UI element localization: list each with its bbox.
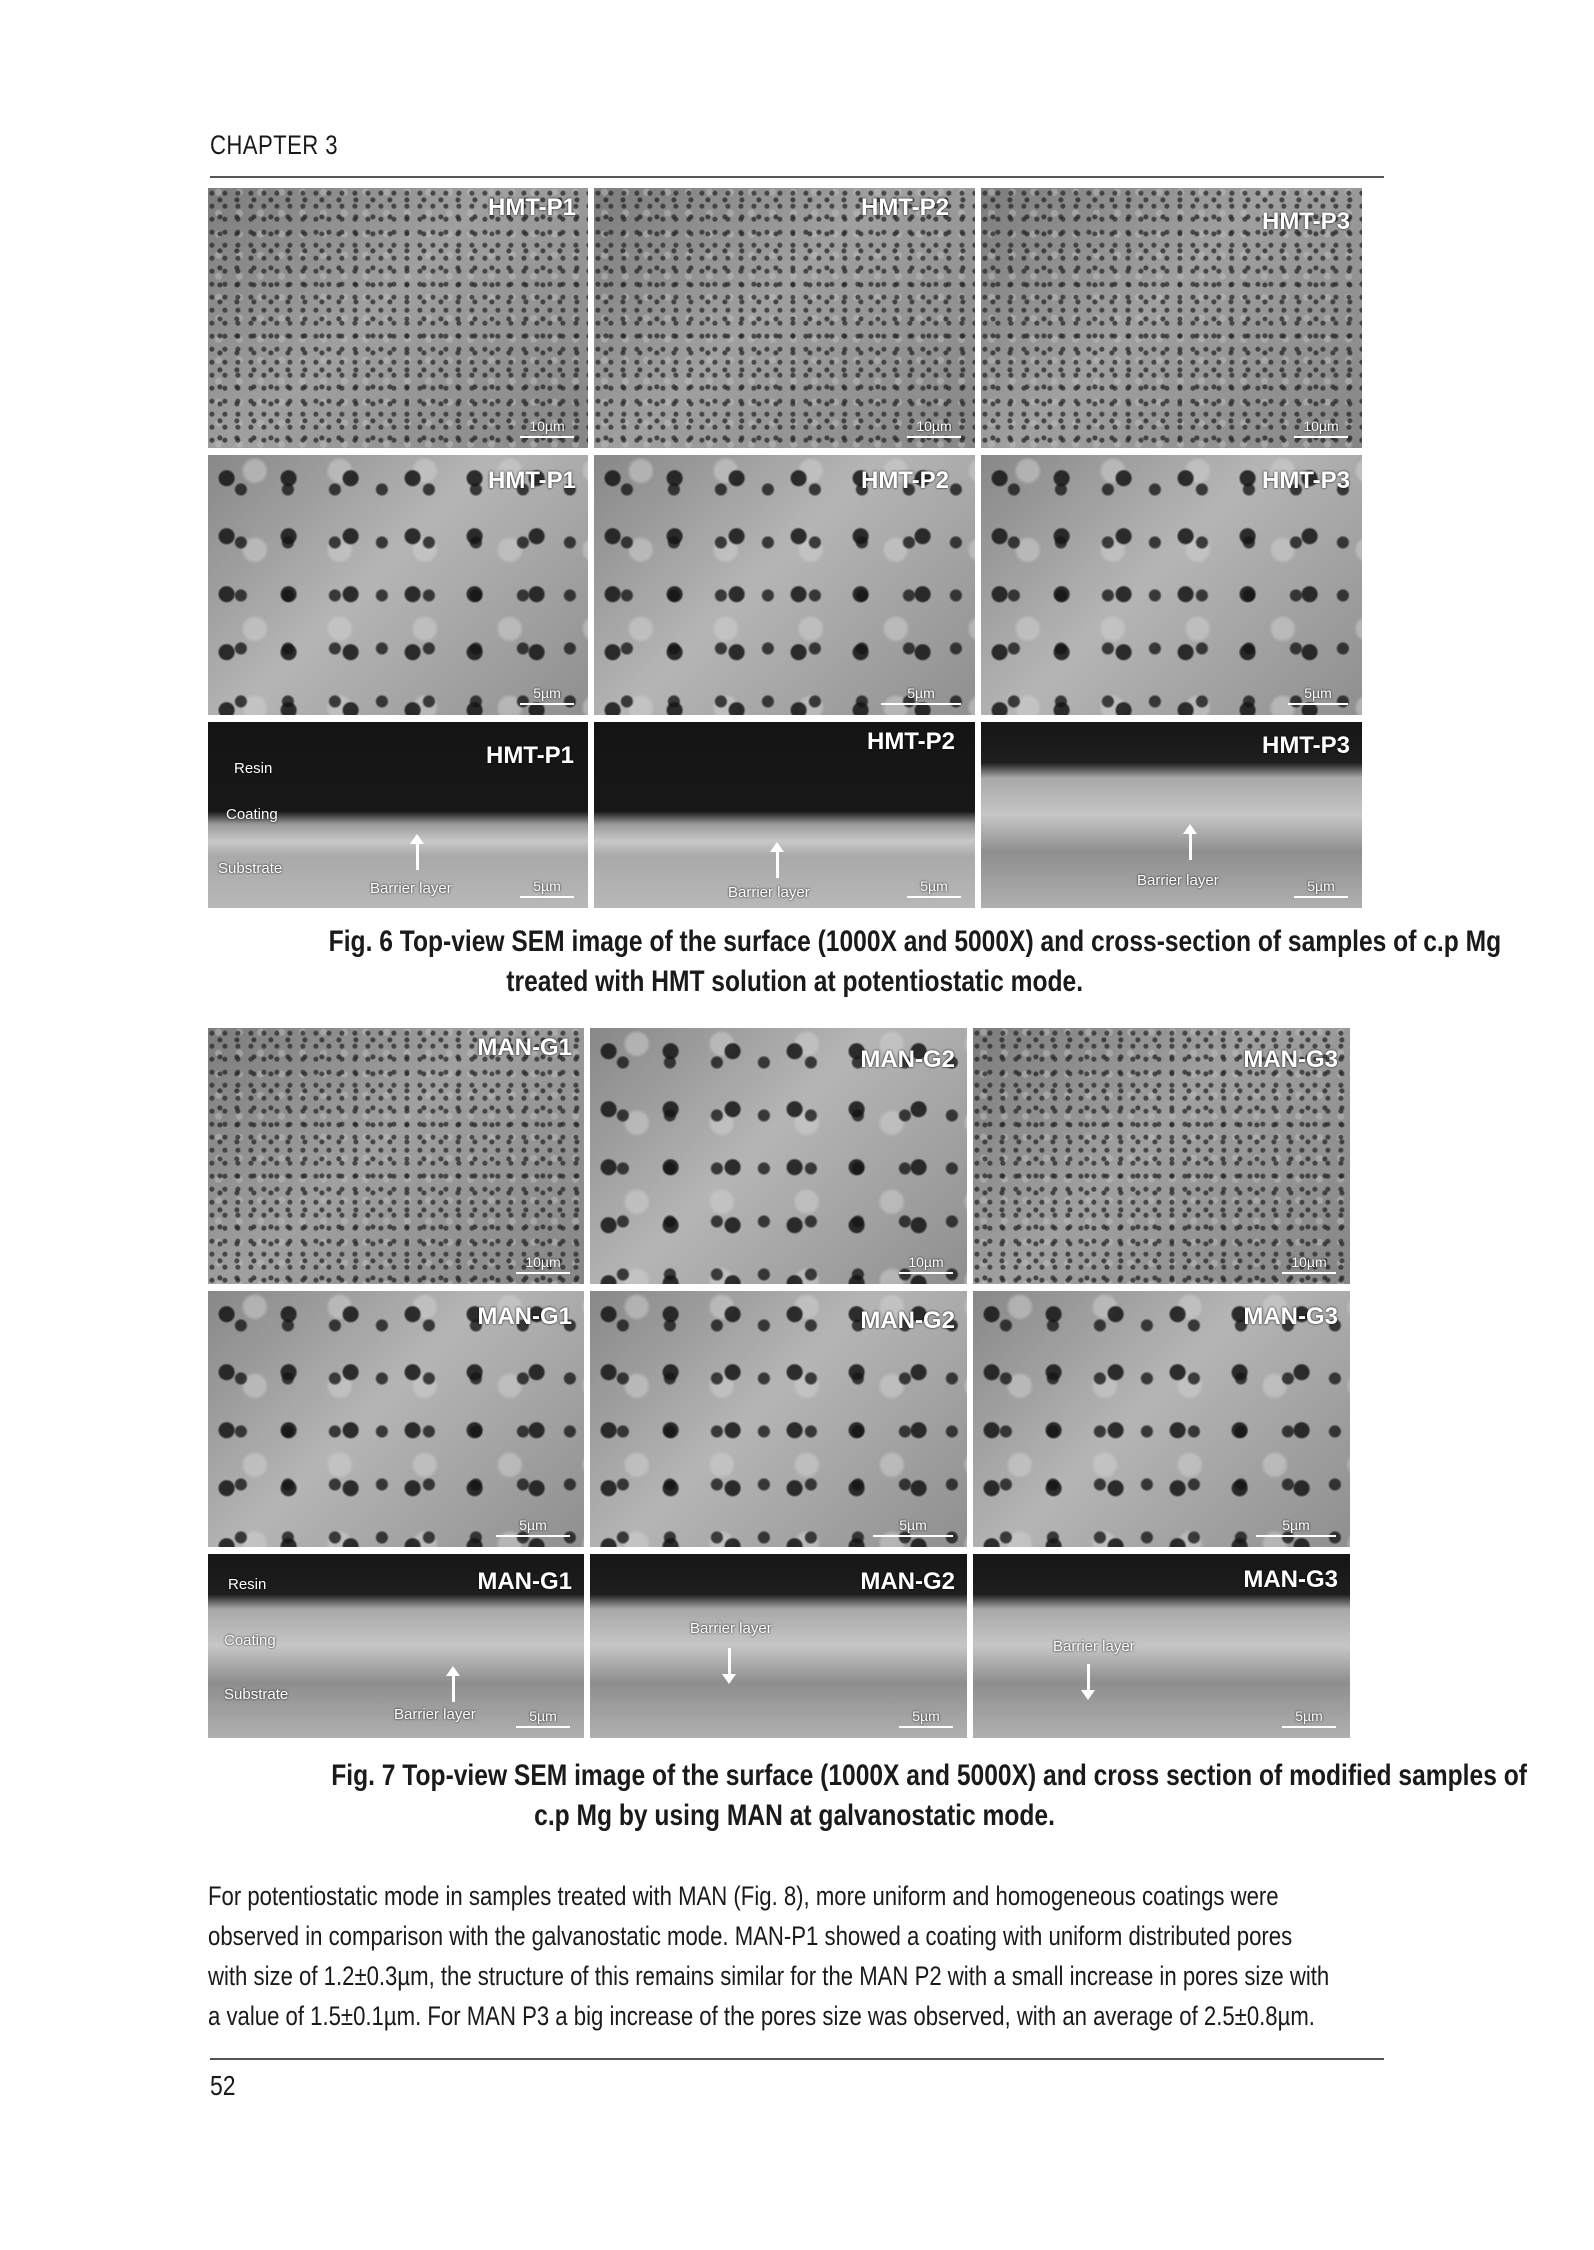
paragraph-line: observed in comparison with the galvanostatic mode. MAN-P1 showed a coating with uniform distributed pores [208,1921,1293,1951]
scale-bar: 10µm [516,1254,570,1274]
scale-bar: 5µm [873,1517,953,1537]
sem-image [973,1291,1350,1547]
scale-bar: 5µm [899,1708,953,1728]
scale-bar: 5µm [881,685,961,705]
scale-bar: 5µm [496,1517,570,1537]
scale-bar: 10µm [907,418,961,438]
scale-bar: 5µm [1256,1517,1336,1537]
arrow-icon [452,1674,455,1702]
scale-bar: 5µm [516,1708,570,1728]
arrow-icon [728,1648,731,1676]
chapter-header: CHAPTER 3 [210,130,338,160]
figure-6-row-cross-section [208,722,1362,908]
arrow-icon [776,850,779,878]
body-paragraph [208,1876,1384,2036]
sample-label: HMT-P1 [485,742,574,769]
figure-6-row-surface-5000x [208,455,1362,715]
figure-7-row-surface-5000x [208,1291,1350,1547]
sem-image [973,1028,1350,1284]
sample-label: HMT-P2 [860,194,949,221]
sem-image [981,188,1362,448]
scale-bar: 10µm [1294,418,1348,438]
sample-label: MAN-G1 [477,1568,572,1595]
cross-section-image [594,722,975,908]
figure-7 [208,1028,1350,1745]
scale-bar: 10µm [899,1254,953,1274]
figure-6-caption [200,922,1502,1002]
sample-label: MAN-G1 [477,1034,572,1061]
barrier-layer-label: Barrier layer [394,1706,476,1723]
coating-label: Coating [224,1632,276,1649]
scale-bar: 5µm [520,685,574,705]
page-number: 52 [210,2070,236,2101]
sem-image [208,455,588,715]
footer-rule [210,2058,1384,2060]
cross-section-image [973,1554,1350,1738]
sample-label: HMT-P3 [1261,208,1350,235]
scale-bar: 5µm [1288,685,1348,705]
barrier-layer-label: Barrier layer [1137,872,1219,889]
sem-image [594,188,975,448]
caption-line: Fig. 7 Top-view SEM image of the surface (1000X and 5000X) and cross section of modified samples of [331,1759,1527,1792]
sample-label: HMT-P2 [860,467,949,494]
sem-image [590,1028,967,1284]
scale-bar: 10µm [1282,1254,1336,1274]
barrier-layer-label: Barrier layer [370,880,452,897]
arrow-icon [1189,832,1192,860]
arrow-icon [1087,1664,1090,1692]
scale-bar: 5µm [907,878,961,898]
cross-section-image [981,722,1362,908]
sample-label: MAN-G1 [477,1303,572,1330]
sem-image [208,1291,584,1547]
resin-label: Resin [228,1576,267,1593]
scale-bar: 5µm [1294,878,1348,898]
sample-label: HMT-P1 [487,194,576,221]
figure-7-caption [200,1756,1527,1836]
sample-label: MAN-G3 [1243,1303,1338,1330]
sample-label: MAN-G2 [860,1568,955,1595]
figure-7-row-cross-section [208,1554,1350,1738]
sample-label: MAN-G2 [860,1307,955,1334]
header-rule [210,176,1384,178]
cross-section-image [208,1554,584,1738]
scale-bar: 10µm [520,418,574,438]
arrow-icon [416,842,419,870]
sem-image [590,1291,967,1547]
sem-image [981,455,1362,715]
figure-6-row-surface-1000x [208,188,1362,448]
resin-label: Resin [234,760,273,777]
sample-label: MAN-G2 [860,1046,955,1073]
barrier-layer-label: Barrier layer [728,884,810,901]
caption-line: Fig. 6 Top-view SEM image of the surface (1000X and 5000X) and cross-section of samples of c.p Mg [328,925,1502,958]
figure-6 [208,188,1362,915]
sample-label: MAN-G3 [1243,1566,1338,1593]
substrate-label: Substrate [224,1686,289,1703]
sample-label: HMT-P1 [487,467,576,494]
sem-image [208,1028,584,1284]
barrier-layer-label: Barrier layer [690,1620,772,1637]
sem-image [594,455,975,715]
sample-label: HMT-P3 [1261,732,1350,759]
caption-line: c.p Mg by using MAN at galvanostatic mode. [534,1799,1056,1832]
sem-image [208,188,588,448]
paragraph-line: a value of 1.5±0.1µm. For MAN P3 a big increase of the pores size was observed, with an average of 2.5±0.8µm. [208,2001,1315,2031]
sample-label: HMT-P3 [1261,467,1350,494]
paragraph-line: For potentiostatic mode in samples treated with MAN (Fig. 8), more uniform and homogeneous coatings were [208,1881,1279,1911]
coating-label: Coating [226,806,278,823]
caption-line: treated with HMT solution at potentiostatic mode. [506,965,1084,998]
figure-7-row-surface-1000x [208,1028,1350,1284]
scale-bar: 5µm [520,878,574,898]
sample-label: HMT-P2 [866,728,955,755]
scale-bar: 5µm [1282,1708,1336,1728]
cross-section-image [208,722,588,908]
substrate-label: Substrate [218,860,283,877]
paragraph-line: with size of 1.2±0.3µm, the structure of this remains similar for the MAN P2 with a small increase in pores size with [208,1961,1330,1991]
sample-label: MAN-G3 [1243,1046,1338,1073]
cross-section-image [590,1554,967,1738]
barrier-layer-label: Barrier layer [1053,1638,1135,1655]
